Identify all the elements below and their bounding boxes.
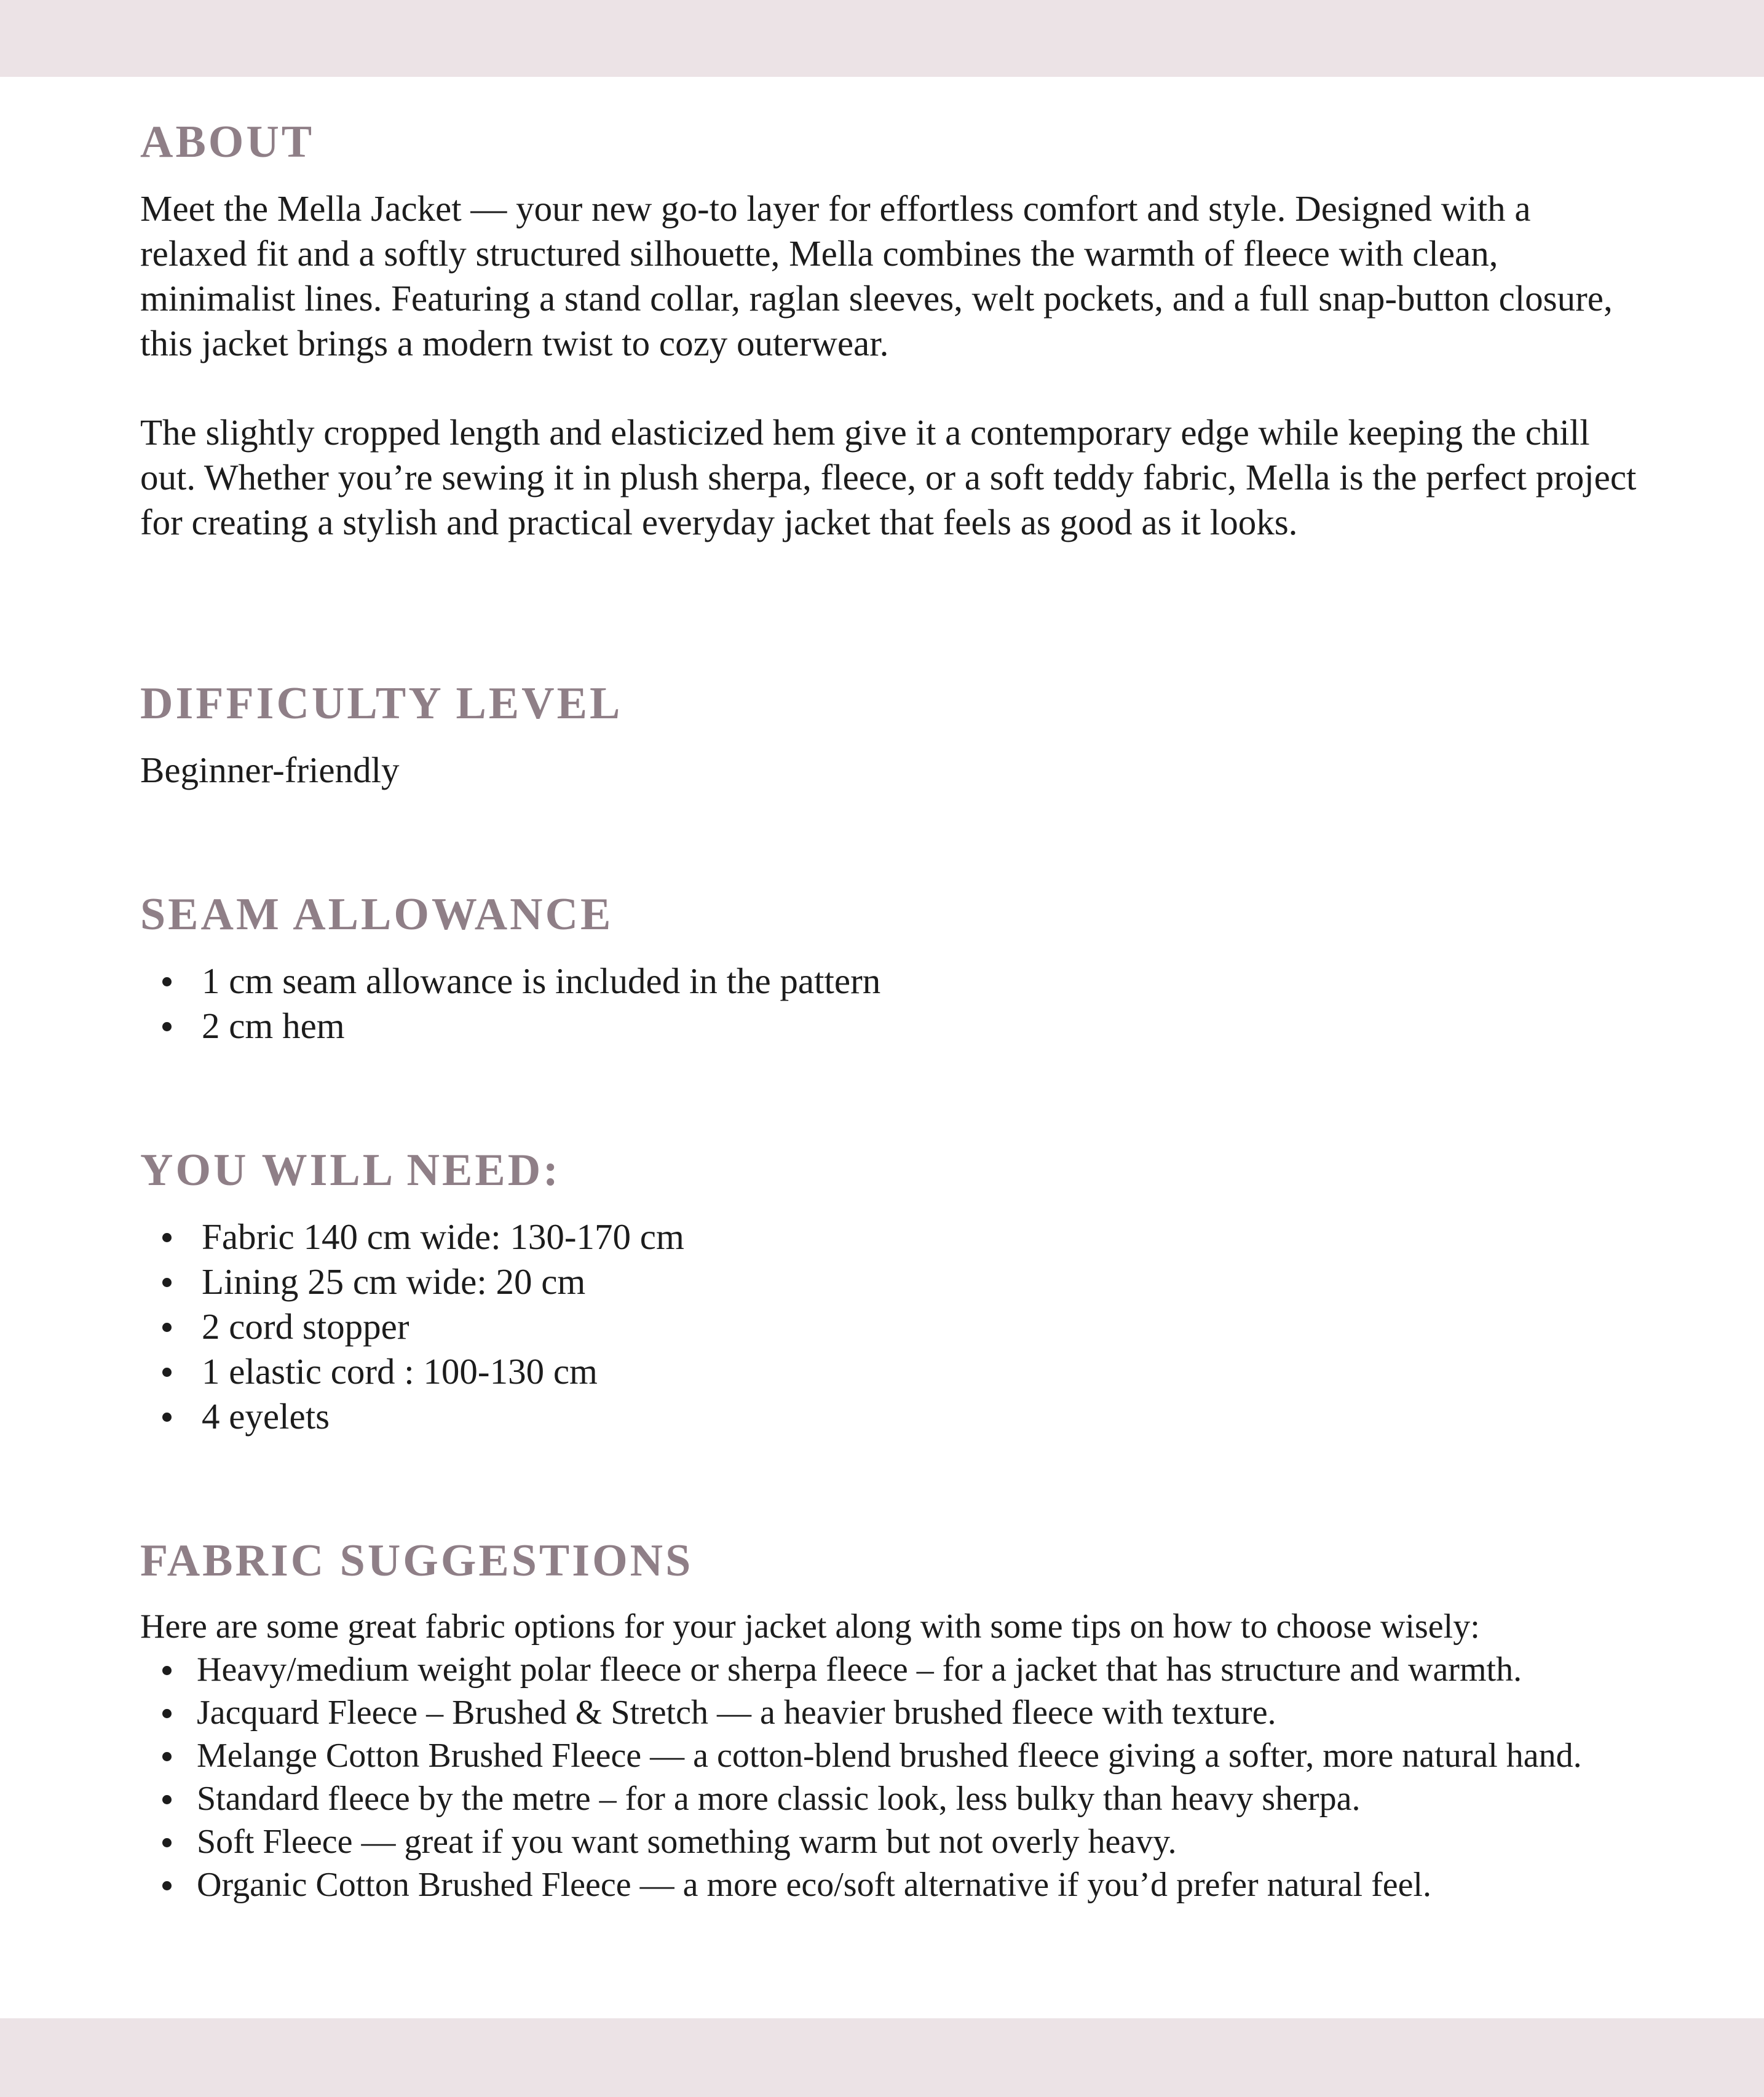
- list-item: 1 elastic cord : 100-130 cm: [140, 1349, 1640, 1394]
- document-page: [0, 77, 1764, 2018]
- about-heading: ABOUT: [140, 117, 315, 167]
- fabric-suggestions-list: [140, 1648, 1640, 1906]
- list-item: 2 cord stopper: [140, 1304, 1640, 1349]
- seam-allowance-list: [140, 959, 1640, 1048]
- you-will-need-list: [140, 1215, 1640, 1439]
- list-item: Melange Cotton Brushed Fleece — a cotton-blend brushed fleece giving a softer, more natural hand.: [140, 1734, 1640, 1777]
- you-will-need-heading: YOU WILL NEED:: [140, 1145, 561, 1195]
- about-paragraph-2: The slightly cropped length and elasticized hem give it a contemporary edge while keeping the chill out. Whether you’re sewing it in plush sherpa, fleece, or a soft teddy fabric, Mella is the perfect project for creating a stylish and practical everyday jacket that feels as good as it looks.: [140, 412, 1637, 542]
- seam-allowance-section: [140, 885, 1640, 1048]
- top-band: [0, 0, 1764, 77]
- list-item: 2 cm hem: [140, 1004, 1640, 1048]
- about-section: [140, 113, 1640, 545]
- list-item: Organic Cotton Brushed Fleece — a more eco/soft alternative if you’d prefer natural feel.: [140, 1863, 1640, 1906]
- list-item: Fabric 140 cm wide: 130-170 cm: [140, 1215, 1640, 1259]
- difficulty-section: [140, 674, 1640, 793]
- you-will-need-section: [140, 1141, 1640, 1439]
- document-content: [140, 113, 1640, 1906]
- seam-allowance-heading: SEAM ALLOWANCE: [140, 889, 614, 940]
- difficulty-heading: DIFFICULTY LEVEL: [140, 678, 623, 729]
- fabric-suggestions-heading: FABRIC SUGGESTIONS: [140, 1536, 694, 1586]
- about-paragraph-1: Meet the Mella Jacket — your new go-to layer for effortless comfort and style. Designed with a relaxed fit and a softly structured silhouette, Mella combines the warmth of fleece with clean, minimalist lines. Featuring a stand collar, raglan sleeves, welt pockets, and a full snap-button closure, this jacket brings a modern twist to cozy outerwear.: [140, 188, 1613, 363]
- difficulty-value: Beginner-friendly: [140, 750, 400, 790]
- list-item: 1 cm seam allowance is included in the pattern: [140, 959, 1640, 1004]
- fabric-suggestions-section: [140, 1531, 1640, 1906]
- fabric-suggestions-intro: Here are some great fabric options for your jacket along with some tips on how to choose wisely:: [140, 1607, 1480, 1646]
- list-item: Soft Fleece — great if you want something warm but not overly heavy.: [140, 1820, 1640, 1863]
- list-item: Heavy/medium weight polar fleece or sherpa fleece – for a jacket that has structure and warmth.: [140, 1648, 1640, 1691]
- list-item: 4 eyelets: [140, 1394, 1640, 1439]
- list-item: Standard fleece by the metre – for a more classic look, less bulky than heavy sherpa.: [140, 1777, 1640, 1820]
- list-item: Lining 25 cm wide: 20 cm: [140, 1259, 1640, 1304]
- bottom-band: [0, 2018, 1764, 2097]
- list-item: Jacquard Fleece – Brushed & Stretch — a heavier brushed fleece with texture.: [140, 1691, 1640, 1734]
